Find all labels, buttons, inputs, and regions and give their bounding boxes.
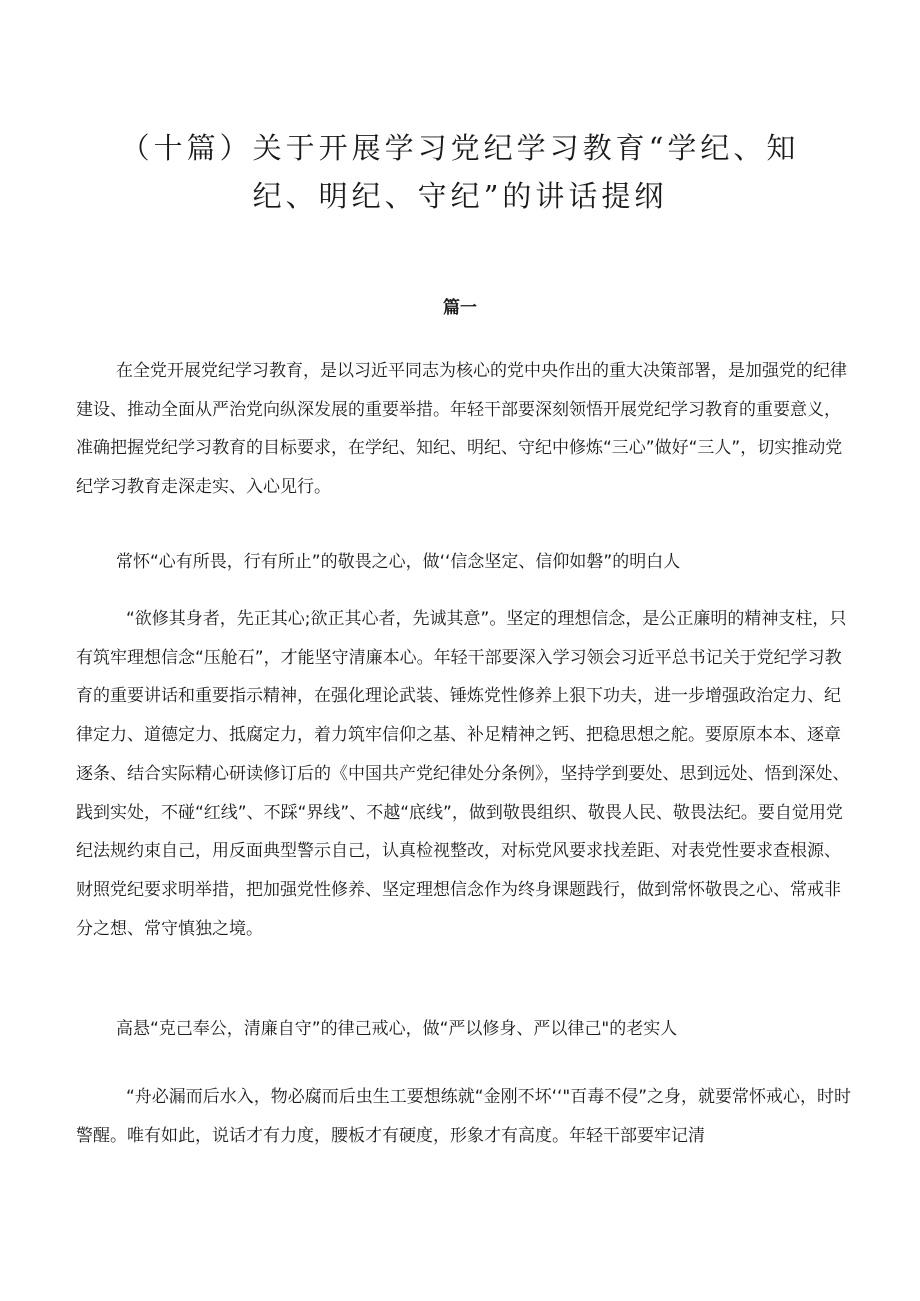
paragraph-2: “欲修其身者，先正其心;欲正其心者，先诚其意”。坚定的理想信念，是公正廉明的精神支柱，只有筑牢理想信念“压舱石”，才能坚守清廉本心。年轻干部要深入学习领会习近平总书记关于党纪学习教育的重要讲话和重要指示精神，在强化理论武装、锤炼党性修养上狠下功夫，进一步增强政治定力、纪律定力、道德定力、抵腐定力，着力筑牢信仰之基、补足精神之钙、把稳思想之舵。要原原本本、逐章逐条、结合实际精心研读修订后的《中国共产党纪律处分条例》，坚持学到要处、思到远处、悟到深处、践到实处，不碰“红线”、不踩“界线”、不越“底线”，做到敬畏组织、敬畏人民、敬畏法纪。要自觉用党纪法规约束自己，用反面典型警示自己，认真检视整改，对标党风要求找差距、对表党性要求查根源、财照党纪要求明举措，把加强党性修养、坚定理想信念作为终身课题践行，做到常怀敬畏之心、常戒非分之想、常守慎独之境。 (76, 609, 850, 939)
subheading-1: 常怀“心有所畏，行有所止”的敬畏之心，做‘‘信念坚定、信仰如磐”的明白人 (116, 552, 681, 572)
document-title-line-2: 纪、明纪、守纪”的讲话提纲 (252, 179, 668, 213)
paragraph-3: “舟必漏而后水入，物必腐而后虫生工要想练就“金刚不坏‘‘"百毒不侵”之身，就要常怀戒心，时时警醒。唯有如此，说话才有力度，腰板才有硬度，形象才有高度。年轻干部要牢记清 (76, 1087, 852, 1146)
subheading-2: 高悬“克己奉公，清廉自守”的律己戒心，做“严以修身、严以律己"的老实人 (116, 1019, 678, 1039)
document-title-line-1: （十篇）关于开展学习党纪学习教育“学纪、知 (120, 131, 800, 165)
section-label: 篇一 (443, 298, 477, 318)
paragraph-intro: 在全党开展党纪学习教育，是以习近平同志为核心的党中央作出的重大决策部署，是加强党的纪律建设、推动全面从严治党向纵深发展的重要举措。年轻干部要深刻领悟开展党纪学习教育的重要意义，准确把握党纪学习教育的目标要求，在学纪、知纪、明纪、守纪中修炼“三心”做好“三人”，切实推动党纪学习教育走深走实、入心见行。 (76, 361, 847, 498)
